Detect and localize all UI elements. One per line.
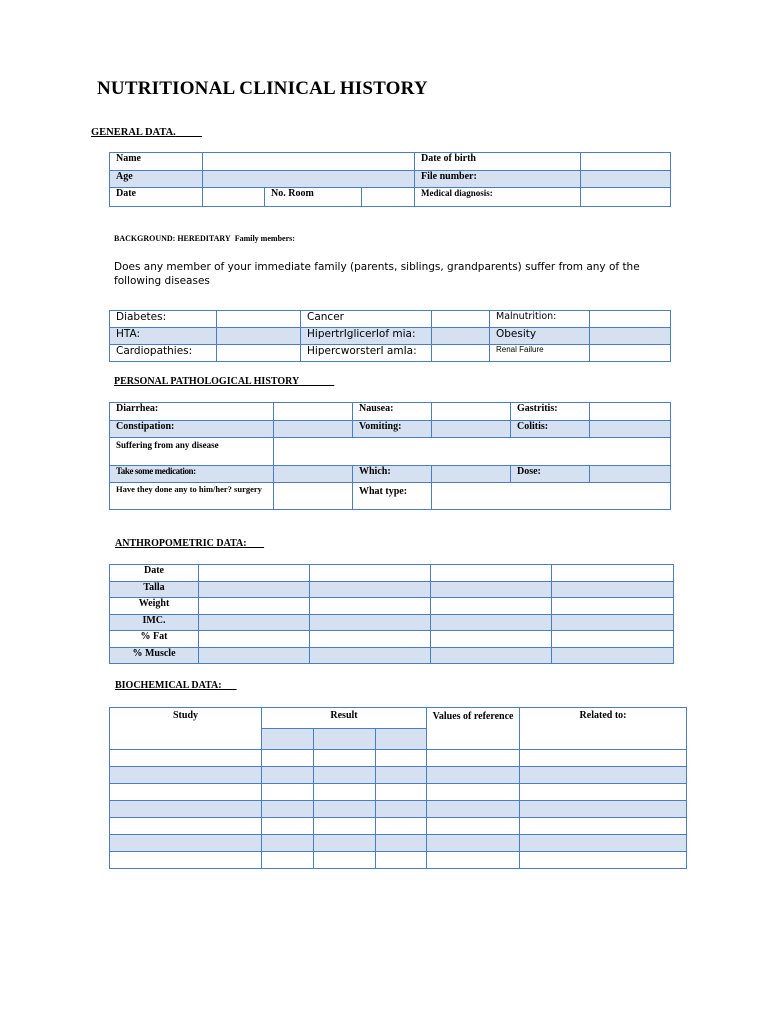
bio-cell[interactable] (262, 835, 314, 852)
medication-field[interactable] (274, 466, 353, 483)
page-title: NUTRITIONAL CLINICAL HISTORY (97, 78, 428, 99)
anthropometric-heading: ANTHROPOMETRIC DATA: (115, 538, 247, 549)
cardiopathies-label: Cardiopathies: (110, 345, 217, 362)
background-heading: BACKGROUND: HEREDITARY Family members: (114, 234, 295, 243)
date-label: Date (110, 188, 203, 207)
biochemical-heading: BIOCHEMICAL DATA: (115, 680, 222, 691)
which-field[interactable] (432, 466, 511, 483)
bio-cell[interactable] (262, 784, 314, 801)
anthro-cell[interactable] (199, 582, 310, 598)
biochemical-table (109, 707, 687, 869)
family-question: Does any member of your immediate family (parents, siblings, grandparents) suffer from any of the following diseases (114, 261, 640, 287)
hta-field[interactable] (217, 328, 301, 345)
anthro-row-label: % Fat (110, 631, 199, 648)
bio-cell[interactable] (427, 750, 520, 767)
bio-cell[interactable] (262, 818, 314, 835)
bio-cell[interactable] (427, 852, 520, 869)
bio-cell[interactable] (262, 801, 314, 818)
malnutrition-field[interactable] (590, 311, 671, 328)
which-label: Which: (353, 466, 432, 483)
bio-cell[interactable] (110, 750, 262, 767)
bio-cell[interactable] (376, 801, 427, 818)
gastritis-field[interactable] (590, 403, 671, 421)
constipation-field[interactable] (274, 421, 353, 438)
bio-cell[interactable] (314, 801, 376, 818)
what-type-field[interactable] (432, 483, 671, 510)
bio-cell[interactable] (520, 801, 687, 818)
result-header: Result (262, 708, 427, 729)
anthro-row-label: Weight (110, 598, 199, 615)
surgery-field[interactable] (274, 483, 353, 510)
name-field[interactable] (203, 153, 415, 171)
anthropometric-table (109, 564, 674, 664)
dob-label: Date of birth (415, 153, 581, 171)
anthro-cell[interactable] (199, 598, 310, 615)
dose-field[interactable] (590, 466, 671, 483)
study-header: Study (110, 708, 262, 750)
bio-cell[interactable] (427, 784, 520, 801)
cancer-field[interactable] (432, 311, 490, 328)
obesity-field[interactable] (590, 328, 671, 345)
bio-cell[interactable] (262, 852, 314, 869)
anthro-cell[interactable] (552, 598, 674, 615)
result-subcell[interactable] (376, 729, 427, 750)
hypercholesterolemia-field[interactable] (432, 345, 490, 362)
anthro-cell[interactable] (431, 631, 552, 648)
anthro-cell[interactable] (310, 582, 431, 598)
diagnosis-label: Medical diagnosis: (415, 188, 581, 207)
name-label: Name (110, 153, 203, 171)
anthro-cell[interactable] (552, 565, 674, 582)
anthro-row-label: % Muscle (110, 648, 199, 664)
bio-cell[interactable] (314, 767, 376, 784)
anthro-cell[interactable] (552, 648, 674, 664)
bio-cell[interactable] (110, 818, 262, 835)
surgery-label: Have they done any to him/her? surgery (110, 483, 274, 510)
anthro-cell[interactable] (552, 615, 674, 631)
anthro-row-label: IMC. (110, 615, 199, 631)
bio-cell[interactable] (376, 818, 427, 835)
reference-values-header: Values of reference (427, 708, 520, 750)
anthro-cell[interactable] (310, 565, 431, 582)
room-field[interactable] (362, 188, 415, 207)
cardiopathies-field[interactable] (217, 345, 301, 362)
anthro-cell[interactable] (431, 598, 552, 615)
result-subcell[interactable] (314, 729, 376, 750)
age-field[interactable] (203, 171, 415, 188)
bio-cell[interactable] (314, 835, 376, 852)
bio-cell[interactable] (520, 852, 687, 869)
bio-cell[interactable] (376, 767, 427, 784)
bio-cell[interactable] (427, 801, 520, 818)
bio-cell[interactable] (520, 784, 687, 801)
age-label: Age (110, 171, 203, 188)
anthro-cell[interactable] (310, 631, 431, 648)
bio-cell[interactable] (262, 750, 314, 767)
bio-cell[interactable] (427, 818, 520, 835)
hta-label: HTA: (110, 328, 217, 345)
bio-cell[interactable] (520, 767, 687, 784)
result-subcell[interactable] (262, 729, 314, 750)
bio-cell[interactable] (376, 750, 427, 767)
bio-cell[interactable] (110, 784, 262, 801)
anthro-cell[interactable] (199, 565, 310, 582)
renal-failure-label: Renal Failure (490, 345, 590, 362)
anthro-cell[interactable] (199, 631, 310, 648)
bio-cell[interactable] (110, 852, 262, 869)
obesity-label: Obesity (490, 328, 590, 345)
anthro-cell[interactable] (552, 582, 674, 598)
bio-cell[interactable] (314, 784, 376, 801)
cancer-label: Cancer (301, 311, 432, 328)
general-data-heading: GENERAL DATA. (91, 127, 176, 138)
suffering-disease-field[interactable] (274, 438, 671, 466)
bio-cell[interactable] (520, 835, 687, 852)
anthro-cell[interactable] (199, 615, 310, 631)
anthro-row-label: Date (110, 565, 199, 582)
anthro-cell[interactable] (310, 615, 431, 631)
bio-cell[interactable] (376, 835, 427, 852)
bio-cell[interactable] (314, 852, 376, 869)
nausea-field[interactable] (432, 403, 511, 421)
bio-cell[interactable] (110, 767, 262, 784)
colitis-label: Colitis: (511, 421, 590, 438)
bio-cell[interactable] (262, 767, 314, 784)
anthro-cell[interactable] (310, 598, 431, 615)
hypertriglyceridemia-label: HipertrIglicerIof mia: (301, 328, 432, 345)
hypercholesterolemia-label: HipercworsterI amIa: (301, 345, 432, 362)
diabetes-label: Diabetes: (110, 311, 217, 328)
anthro-cell[interactable] (552, 631, 674, 648)
anthro-cell[interactable] (310, 648, 431, 664)
anthro-cell[interactable] (199, 648, 310, 664)
general-data-table (109, 152, 671, 188)
dob-field[interactable] (581, 153, 671, 171)
suffering-disease-label: Suffering from any disease (110, 438, 274, 466)
file-number-field[interactable] (581, 171, 671, 188)
bio-cell[interactable] (427, 767, 520, 784)
malnutrition-label: Malnutrition: (490, 311, 590, 328)
medication-label: Take some medication: (110, 466, 274, 483)
family-disease-table (109, 310, 671, 362)
pathological-table (109, 402, 671, 510)
bio-cell[interactable] (520, 750, 687, 767)
bio-cell[interactable] (376, 852, 427, 869)
anthro-row-label: Talla (110, 582, 199, 598)
general-data-table-row3 (109, 187, 671, 207)
diabetes-field[interactable] (217, 311, 301, 328)
bio-cell[interactable] (110, 835, 262, 852)
renal-failure-field[interactable] (590, 345, 671, 362)
bio-cell[interactable] (427, 835, 520, 852)
vomiting-label: Vomiting: (353, 421, 432, 438)
bio-cell[interactable] (376, 784, 427, 801)
bio-cell[interactable] (110, 801, 262, 818)
gastritis-label: Gastritis: (511, 403, 590, 421)
hypertriglyceridemia-field[interactable] (432, 328, 490, 345)
diarrhea-label: Diarrhea: (110, 403, 274, 421)
related-to-header: Related to: (520, 708, 687, 750)
diarrhea-field[interactable] (274, 403, 353, 421)
anthro-cell[interactable] (431, 582, 552, 598)
constipation-label: Constipation: (110, 421, 274, 438)
bio-cell[interactable] (314, 818, 376, 835)
vomiting-field[interactable] (432, 421, 511, 438)
date-field[interactable] (203, 188, 265, 207)
anthro-cell[interactable] (431, 615, 552, 631)
pathological-heading: PERSONAL PATHOLOGICAL HISTORY (114, 376, 300, 387)
file-number-label: File number: (415, 171, 581, 188)
anthro-cell[interactable] (431, 565, 552, 582)
bio-cell[interactable] (314, 750, 376, 767)
what-type-label: What type: (353, 483, 432, 510)
bio-cell[interactable] (520, 818, 687, 835)
colitis-field[interactable] (590, 421, 671, 438)
nausea-label: Nausea: (353, 403, 432, 421)
room-label: No. Room (265, 188, 362, 207)
anthro-cell[interactable] (431, 648, 552, 664)
diagnosis-field[interactable] (581, 188, 671, 207)
dose-label: Dose: (511, 466, 590, 483)
